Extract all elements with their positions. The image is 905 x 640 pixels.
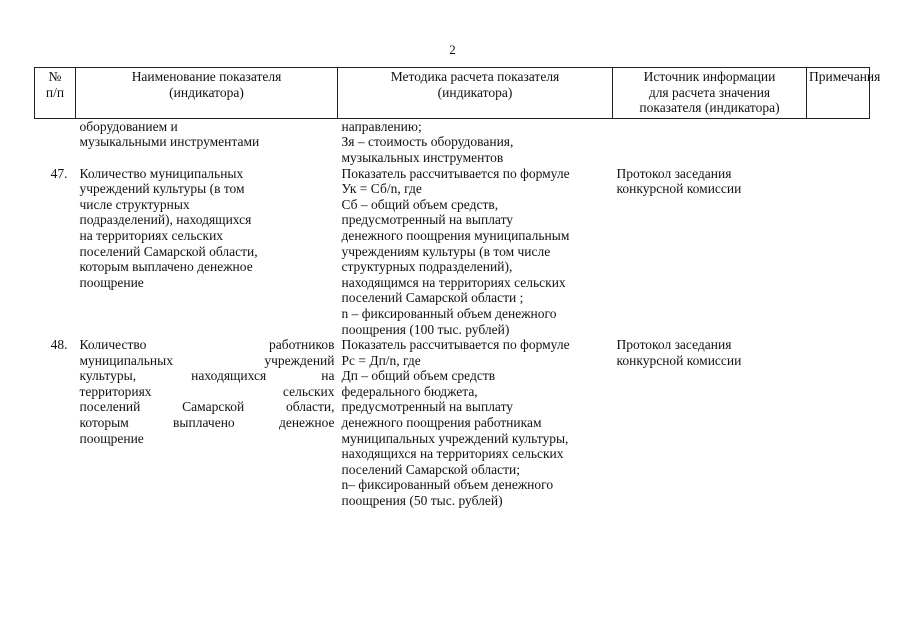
information-source: Протокол заседания конкурсной комиссии <box>616 165 742 197</box>
header-information-source: Источник информации для расчета значения показателя (индикатора) <box>613 68 807 119</box>
indicator-name: оборудованием и музыкальными инструментами <box>79 118 260 150</box>
row-number: 47. <box>50 165 68 181</box>
header-number: № п/п <box>35 68 76 119</box>
table-row-continuation <box>35 118 870 165</box>
indicators-table <box>34 67 881 509</box>
indicator-name-line: поселений Самарской области, <box>79 399 335 415</box>
row-number: 48. <box>50 337 68 353</box>
notes <box>807 166 870 338</box>
indicator-name-line: поощрение <box>79 430 144 446</box>
indicator-name-line: Количество работников <box>79 337 335 353</box>
calculation-method: Показатель рассчитывается по формуле Ук = Сб/n, где Сб – общий объем средств, предусмотренный на выплату денежного поощрения муниципальным учреждениям культуры (в том числе структурных подразделений), находящимся на территориях сельских поселений Самарской области ; n – фиксированный объем денежного поощрения (100 тыс. рублей) <box>341 165 570 337</box>
header-calculation-method: Методика расчета показателя (индикатора) <box>338 68 613 119</box>
table-row-47 <box>35 166 870 338</box>
indicator-name: Количество муниципальных учреждений культуры (в том числе структурных подразделений), находящихся на территориях сельских поселений Самарской области, которым выплачено денежное поощрение <box>79 165 258 290</box>
notes <box>807 118 870 165</box>
calculation-method: направлению; Зя – стоимость оборудования, музыкальных инструментов <box>341 118 514 165</box>
indicator-name-line: муниципальных учреждений <box>79 352 335 368</box>
table-row-48 <box>35 337 870 509</box>
page-number: 2 <box>449 42 456 57</box>
indicator-name-line: территориях сельских <box>79 383 335 399</box>
row-number <box>35 118 76 165</box>
indicator-name-line: культуры, находящихся на <box>79 368 335 384</box>
information-source: Протокол заседания конкурсной комиссии <box>616 337 742 368</box>
header-indicator-name: Наименование показателя (индикатора) <box>76 68 338 119</box>
table-header-row <box>35 68 870 119</box>
notes <box>807 337 870 509</box>
calculation-method: Показатель рассчитывается по формуле Рс = Дп/n, где Дп – общий объем средств федерального бюджета, предусмотренный на выплату денежного поощрения работникам муниципальных учреждений культуры, находящихся на территориях сельских поселений Самарской области; n– фиксированный объем денежного поощрения (50 тыс. рублей) <box>341 337 570 509</box>
information-source <box>613 118 807 165</box>
indicator-name-line: которым выплачено денежное <box>79 415 335 431</box>
indicator-name <box>76 337 338 509</box>
header-notes: Примечания <box>807 68 870 119</box>
